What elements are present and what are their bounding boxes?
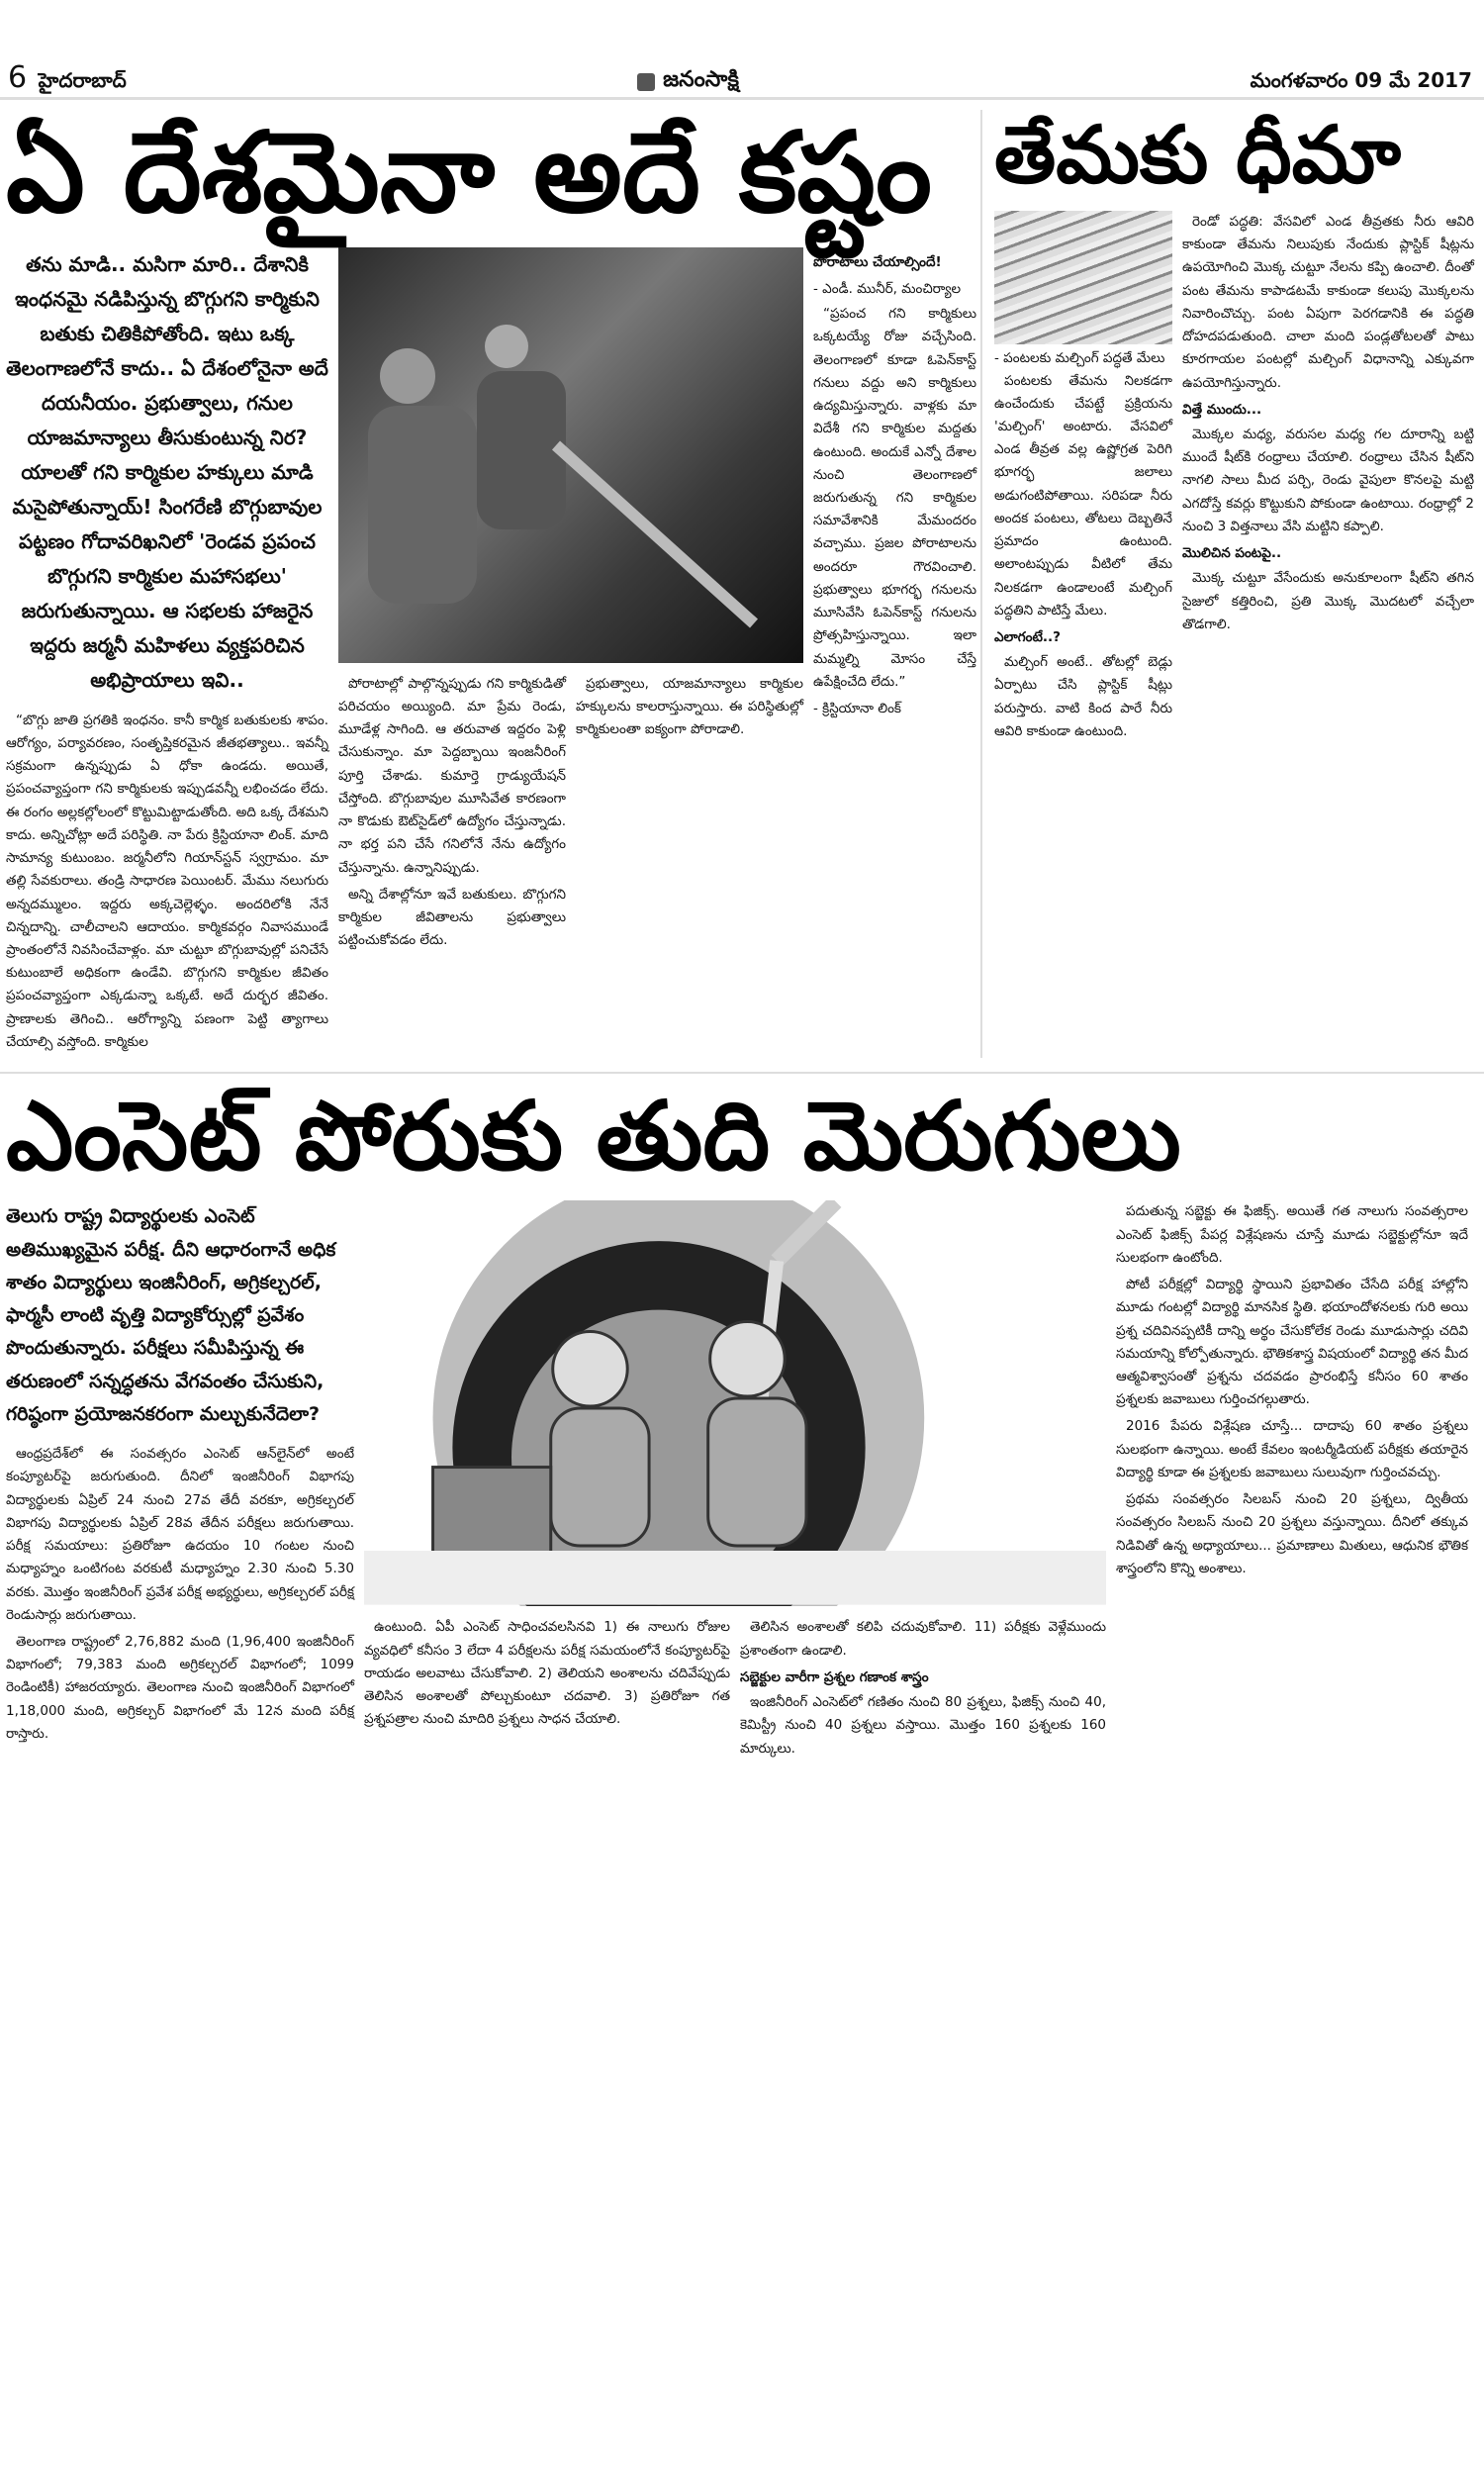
- story1-subhead: పోరాటాలు చేయాల్సిందే!: [813, 253, 942, 270]
- issue-date: మంగళవారం 09 మే 2017: [1250, 68, 1472, 92]
- top-section: [0, 100, 1484, 1074]
- story2-column-2: [1182, 211, 1474, 640]
- story3-body: 2016 పేపరు విశ్లేషణ చూస్తే... దాదాపు 60 శాతం ప్రశ్నలు సులభంగా ఉన్నాయి. అంటే కేవలం ఇంటర్మీడియట్ పరీక్షకు తయారైన విద్యార్థి కూడా ఈ ప్రశ్నలకు జవాబులు సులువుగా గుర్తించవచ్చు.: [1116, 1418, 1468, 1480]
- students-exam-illustration: [364, 1200, 1106, 1606]
- story2-body: మొక్క చుట్టూ వేసేందుకు అనుకూలంగా షీట్‌ని తగిన సైజులో కత్తిరించి, ప్రతి మొక్క మొదటలో వచ్చేలా తొడగాలి.: [1182, 570, 1474, 632]
- story3-body: తెలంగాణ రాష్ట్రంలో 2,76,882 మంది (1,96,400 ఇంజినీరింగ్ విభాగంలో; 79,383 మంది అగ్రికల్చరల్ విభాగంలో; 1099 రెండింటికీ) హాజరయ్యారు. తెలంగాణ నుంచి ఇంజినీరింగ్ విభాగంలో 1,18,000 మంది, అగ్రికల్చర్ విభాగంలో మే 12న మంది పరీక్ష రాస్తారు.: [6, 1633, 354, 1742]
- story1-body: అన్ని దేశాల్లోనూ ఇవే బతుకులు. బొగ్గుగని కార్మికుల జీవితాలను ప్రభుత్వాలు పట్టించుకోవడం లేదు.: [338, 886, 566, 949]
- story3-intro: తెలుగు రాష్ట్ర విద్యార్థులకు ఎంసెట్ అతిముఖ్యమైన పరీక్ష. దీని ఆధారంగానే అధిక శాతం విద్యార్థులు ఇంజినీరింగ్, అగ్రికల్చరల్, ఫార్మసీ లాంటి వృత్తి విద్యాకోర్సుల్లో ప్రవేశం పొందుతున్నారు. పరీక్షలు సమీపిస్తున్న ఈ తరుణంలో సన్నద్ధతను వేగవంతం చేసుకుని, గరిష్ఠంగా ప్రయోజనకరంగా మల్చుకునేదెలా?: [6, 1205, 336, 1425]
- story2: [982, 110, 1484, 747]
- story3-left-column: [6, 1200, 354, 1750]
- story1-column-1: [6, 710, 328, 1054]
- story3-body: తెలిసిన అంశాలతో కలిపి చదువుకోవాలి. 11) పరీక్షకు వెళ్లేముందు ప్రశాంతంగా ఉండాలి.: [740, 1619, 1106, 1659]
- story1: [0, 110, 982, 1058]
- story2-body: మొక్కల మధ్య, వరుసల మధ్య గల దూరాన్ని బట్టి ముందే షీట్‌కి రంధ్రాలు చేయాలి. రంధ్రాలు చేసిన షీట్‌ని నాగలి సాలు మీద పర్చి, రెండు వైపులా కొనలపై మట్టి ఎగదోస్తే కవర్లు కొట్టుకుని పోకుండా ఉంటాయి. రంధ్రాల్లో 2 నుంచి 3 విత్తనాలు వేసి మట్టిని కప్పాలి.: [1182, 426, 1474, 534]
- story1-body: పోరాటాల్లో పాల్గొన్నప్పుడు గని కార్మికుడితో పరిచయం అయ్యింది. మా ప్రేమ రెండు, మూడేళ్ల సాగింది. ఆ తరువాత ఇద్దరం పెళ్లి చేసుకున్నాం. మా పెద్దబ్బాయి ఇంజనీరింగ్ పూర్తి చేశాడు. కుమార్తె గ్రాడ్యుయేషన్ చేస్తోంది. బొగ్గుబావుల మూసివేత కారణంగా నా కొడుకు ఔట్‌సైడ్‌లో ఉద్యోగం చేస్తున్నాడు. నా భర్త పని చేసే గనిలోనే నేను ఉద్యోగం చేస్తున్నాను. ఉన్నానిప్పుడు.: [338, 675, 566, 876]
- masthead-logo-icon: [637, 73, 655, 91]
- story2-body: పంటలకు తేమను నిలకడగా ఉంచేందుకు చేపట్టే ప్రక్రియను 'మల్చింగ్' అంటారు. వేసవిలో ఎండ తీవ్రత వల్ల ఉష్ణోగ్రత పెరిగి భూగర్భ జలాలు అడుగంటిపోతాయి. సరిపడా నీరు అందక పంటలు, తోటలు దెబ్బతినే ప్రమాదం ఉంటుంది. అలాంటప్పుడు వీటిలో తేమ నిలకడగా ఉండాలంటే మల్చింగ్ పద్ధతిని పాటిస్తే మేలు.: [994, 372, 1172, 618]
- story2-subhead: మొలిచిన పంటపై..: [1182, 545, 1282, 562]
- story3-column-1: [6, 1443, 354, 1746]
- story3: [0, 1074, 1484, 1764]
- story1-byline: - క్రిస్టియానా లింక్: [813, 700, 901, 716]
- story2-body: మల్చింగ్ అంటే.. తోటల్లో బెడ్లు ఏర్పాటు చేసి ప్లాస్టిక్ షీట్లు పరుస్తారు. వాటి కింద పారే నీరు ఆవిరి కాకుండా ఉంటుంది.: [994, 654, 1172, 739]
- story3-subhead: సబ్జెక్టుల వారీగా ప్రశ్నల గణాంక శాస్త్రం: [740, 1668, 929, 1685]
- story1-byline: - ఎండీ. మునీర్, మంచిర్యాల: [813, 281, 962, 298]
- page-header: [0, 0, 1484, 100]
- photo-caption: - పంటలకు మల్చింగ్ పద్ధతే మేలు: [994, 350, 1165, 366]
- story3-headline: ఎంసెట్ పోరుకు తుది మెరుగులు: [6, 1081, 1181, 1192]
- story3-body: ఉంటుంది. ఏపీ ఎంసెట్ సాధించవలసినవి 1) ఈ నాలుగు రోజుల వ్యవధిలో కనీసం 3 లేదా 4 పరీక్షలను పరీక్ష సమయంలోనే కంప్యూటర్‌పై రాయడం అలవాటు చేసుకోవాలి. 2) తెలియని అంశాలను చదివేప్పుడు తెలిసిన అంశాలతో పోల్చుకుంటూ చదవాలి. 3) ప్రతిరోజూ గత ప్రశ్నపత్రాల నుంచి మాదిరి ప్రశ్నలు సాధన చేయాలి.: [364, 1619, 730, 1728]
- story3-body: ప్రథమ సంవత్సరం సిలబస్ నుంచి 20 ప్రశ్నలు, ద్వితీయ సంవత్సరం సిలబస్ నుంచి 20 ప్రశ్నలు వస్తున్నాయి. దీనిలో తక్కువ నిడివితో ఉన్న అధ్యాయాలు... ప్రమాణాలు మితులు, ఆధునిక భౌతిక శాస్త్రంలోని కొన్ని అంశాలు.: [1116, 1491, 1468, 1576]
- masthead-title: జనంసాక్షి: [663, 67, 739, 92]
- story3-body: ఇంజినీరింగ్ ఎంసెట్‌లో గణితం నుంచి 80 ప్రశ్నలు, ఫిజిక్స్ నుంచి 40, కెమిస్ట్రీ నుంచి 40 ప్రశ్నలు వస్తాయి. మొత్తం 160 ప్రశ్నలకు 160 మార్కులు.: [740, 1694, 1106, 1757]
- coal-miners-photo: [338, 247, 803, 663]
- story2-body: రెండో పద్ధతి: వేసవిలో ఎండ తీవ్రతకు నీరు ఆవిరి కాకుండా తేమను నిలుపుకు నేందుకు ప్లాస్టిక్ షీట్లను ఉపయోగించి మొక్క చుట్టూ నేలను కప్పి ఉంచాలి. దీంతో పంట తేమను కాపాడటమే కాకుండా కలుపు మొక్కలను నివారించొచ్చు. పంట ఏపుగా పెరగడానికి ఈ పద్ధతి దోహదపడుతుంది. చాలా మంది పండ్లతోటలతో పాటు కూరగాయల పంటల్లో మల్చింగ్ విధానాన్ని ఎక్కువగా ఉపయోగిస్తున్నారు.: [1182, 214, 1474, 391]
- story3-column-2: [364, 1616, 730, 1735]
- story2-subhead: ఎలాగంటే..?: [994, 629, 1061, 645]
- page-number: 6: [8, 60, 28, 95]
- story1-headline: ఏ దేశమైనా అదే కష్టం: [6, 109, 932, 238]
- story3-column-3: [740, 1616, 1106, 1763]
- page-number-edition: [8, 60, 127, 97]
- story3-body: పదుతున్న సబ్జెక్టు ఈ ఫిజిక్స్. అయితే గత నాలుగు సంవత్సరాల ఎంసెట్ ఫిజిక్స్ పేపర్ల విశ్లేషణను చూస్తే మూడు సబ్జెక్టుల్లోనూ ఇదే సులభంగా ఉంటోంది.: [1116, 1203, 1468, 1266]
- story3-column-right: [1116, 1200, 1468, 1584]
- story1-body: ప్రభుత్వాలు, యాజమాన్యాలు కార్మికుల హక్కులను కాలరాస్తున్నాయి. ఈ పరిస్థితుల్లో కార్మికులంతా ఐక్యంగా పోరాడాలి.: [576, 675, 803, 738]
- mulching-field-photo: [994, 211, 1172, 344]
- story2-headline: తేమకు ధీమా: [994, 109, 1401, 201]
- miners-photo-illustration: [338, 247, 803, 663]
- masthead: [637, 67, 739, 97]
- story1-left-column: [6, 247, 328, 1058]
- story1-intro: తను మాడి.. మసిగా మారి.. దేశానికి ఇంధనమై నడిపిస్తున్న బొగ్గుగని కార్మికుని బతుకు చితికిపోతోంది. ఇటు ఒక్క తెలంగాణలోనే కాదు.. ఏ దేశంలోనైనా అదే దయనీయం. ప్రభుత్వాలు, గనుల యాజమాన్యాలు తీసుకుంటున్న నిర?యాలతో గని కార్మికుల హక్కులు మాడి మసైపోతున్నాయ్! సింగరేణి బొగ్గుబావుల పట్టణం గోదావరిఖనిలో 'రెండవ ప్రపంచ బొగ్గుగని కార్మికుల మహాసభలు' జరుగుతున్నాయి. ఆ సభలకు హాజరైన ఇద్దరు జర్మనీ మహిళలు వ్యక్తపరిచిన అభిప్రాయాలు ఇవి..: [6, 251, 328, 692]
- story1-column-2: [338, 673, 566, 957]
- story1-column-4: [813, 247, 976, 722]
- story1-middle: [338, 247, 803, 957]
- story1-body: “బొగ్గు జాతి ప్రగతికి ఇంధనం. కానీ కార్మిక బతుకులకు శాపం. ఆరోగ్యం, పర్యావరణం, సంతృప్తికరమైన జీతభత్యాలు.. ఇవన్నీ సక్రమంగా ఉన్నప్పుడు ఏ ధోకా ఉండదు. అయితే, ప్రపంచవ్యాప్తంగా గని కార్మికులకు ఇప్పుడవన్నీ లభించడం లేదు. ఈ రంగం అల్లకల్లోలంలో కొట్టుమిట్టాడుతోంది. అది ఒక్క దేశమని కాదు. అన్నిచోట్లా అదే పరిస్థితి. నా పేరు క్రిస్టియానా లింక్. మాది సామాన్య కుటుంబం. జర్మనీలోని గియాన్‌స్టన్ స్వగ్రామం. మా తల్లి సేవకురాలు. తండ్రి సాధారణ పెయింటర్. మేము నలుగురు అన్నదమ్ములం. ఇద్దరు అక్కచెల్లెళ్ళం. అందరిలోకి నేనే చిన్నదాన్ని. చాలీచాలని ఆదాయం. కార్మికవర్గం నివాసముండే ప్రాంతంలోనే నివసించేవాళ్లం. మా చుట్టూ బొగ్గుబావుల్లో పనిచేసే కుటుంబాలే అధికంగా ఉండేవి. బొగ్గుగని కార్మికుల జీవితం ప్రపంచవ్యాప్తంగా ఎక్కడున్నా ఒక్కటే. అదే దుర్భర జీవితం. ప్రాణాలకు తెగించి.. ఆరోగ్యాన్ని పణంగా పెట్టి త్యాగాలు చేయాల్సి వస్తోంది. కార్మికుల: [6, 712, 328, 1050]
- story3-body: పోటీ పరీక్షల్లో విద్యార్థి స్థాయిని ప్రభావితం చేసేది పరీక్ష హాల్లోని మూడు గంటల్లో విద్యార్థి మానసిక స్థితి. భయాందోళనలకు గురి అయి ప్రశ్న చదివినప్పటికీ దాన్ని అర్థం చేసుకోలేక రెండు మూడుసార్లు చదివి సమయాన్ని కోల్పోతున్నారు. భౌతికశాస్త్ర విషయంలో విద్యార్థి తన మీద ఆత్మవిశ్వాసంతో ప్రశ్నను చదవడం ప్రారంభిస్తే కనీసం 60 శాతం ప్రశ్నలకు జవాబులు గుర్తించగల్గుతారు.: [1116, 1277, 1468, 1408]
- story3-middle: [364, 1200, 1106, 1763]
- story3-body: ఆంధ్రప్రదేశ్‌లో ఈ సంవత్సరం ఎంసెట్ ఆన్‌లైన్‌లో అంటే కంప్యూటర్‌పై జరుగుతుంది. దీనిలో ఇంజినీరింగ్ విభాగపు విద్యార్థులకు ఏప్రిల్ 24 నుంచి 27వ తేదీ వరకూ, అగ్రికల్చరల్ విభాగపు విద్యార్థులకు ఏప్రిల్ 28వ తేదీన పరీక్షలు జరుగుతాయి. పరీక్ష సమయాలు: ప్రతిరోజూ ఉదయం 10 గంటల నుంచి మధ్యాహ్నం ఒంటిగంట వరకుటీ మధ్యాహ్నం 2.30 నుంచి 5.30 వరకు. మొత్తం ఇంజినీరింగ్ ప్రవేశ పరీక్ష అభ్యర్థులు, అగ్రికల్చరల్ పరీక్ష రెండుసార్లు జరుగుతాయి.: [6, 1446, 354, 1623]
- edition-label: హైదరాబాద్: [38, 68, 127, 92]
- story1-column-3: [576, 673, 803, 746]
- story2-column-1: [994, 211, 1172, 747]
- story2-subhead: విత్తే ముందు...: [1182, 401, 1262, 418]
- story1-body: “ప్రపంచ గని కార్మికులు ఒక్కటయ్యే రోజు వచ్చేసింది. తెలంగాణలో కూడా ఓపెన్‌కాస్ట్ గనులు వద్దు అని కార్మికులు ఉద్యమిస్తున్నారు. వాళ్లకు మా విదేశీ గని కార్మికుల మద్దతు ఉంటుంది. అందుకే ఎన్నో దేశాల నుంచి తెలంగాణలో జరుగుతున్న గని కార్మికుల సమావేశానికి మేమందరం వచ్చాము. ప్రజల పోరాటాలను అందరూ గౌరవించాలి. ప్రభుత్వాలు భూగర్భ గనులను మూసివేసి ఓపెన్‌కాస్ట్ గనులను ప్రోత్సహిస్తున్నాయి. ఇలా మమ్మల్ని మోసం చేస్తే ఉపేక్షించేది లేదు.”: [813, 306, 976, 690]
- gear-students-graphic: [364, 1200, 1106, 1606]
